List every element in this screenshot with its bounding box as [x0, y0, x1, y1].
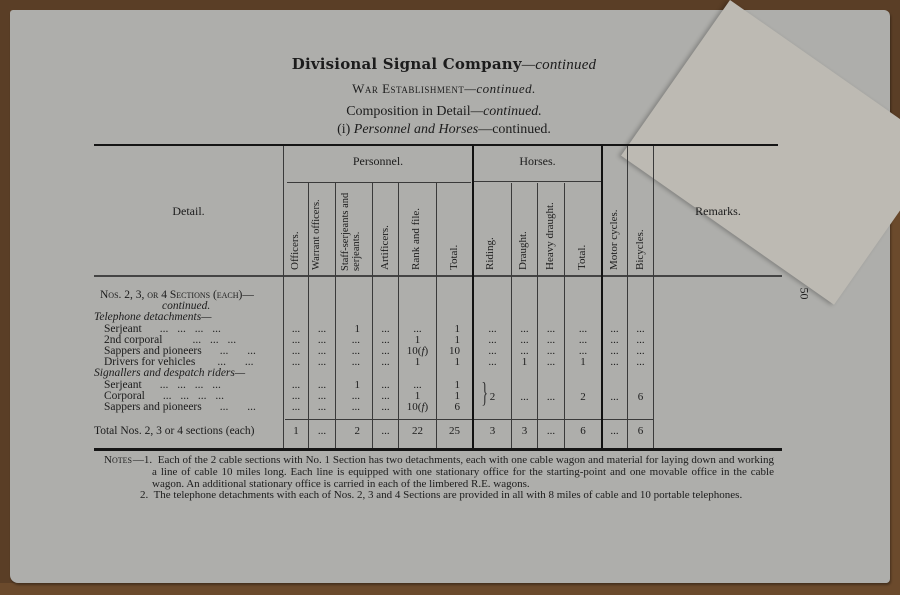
header-rank-and-file: Rank and file. — [410, 207, 422, 270]
header-remarks: Remarks. — [695, 204, 741, 218]
table-cell: ... — [520, 334, 529, 346]
notes-section — [104, 455, 774, 502]
header-bicycles: Bicycles. — [634, 229, 646, 270]
table-cell: 2 — [580, 391, 586, 403]
row-label-text: Serjeant — [104, 379, 142, 391]
table-cell: ... — [546, 356, 556, 368]
dot-leader: ... ... ... ... — [159, 379, 221, 391]
table-cell: ... — [610, 425, 619, 437]
table-cell: 1 — [521, 356, 528, 368]
table-cell: 25 — [449, 425, 460, 437]
subtitle-3-suffix: —continued. — [478, 122, 551, 137]
dot-leader: ... ... — [219, 345, 256, 357]
table-cell: ... — [610, 391, 619, 403]
table-cell: 3 — [489, 425, 496, 437]
table-cell: ... — [546, 345, 556, 357]
row-label — [104, 402, 256, 413]
table-cell: ... — [317, 379, 327, 391]
table-cell: ... — [610, 323, 619, 335]
header-horses: Horses. — [519, 154, 556, 168]
table-cell: 6 — [454, 401, 460, 413]
title-suffix: —continued — [521, 57, 597, 73]
table-cell: 6 — [637, 391, 644, 403]
table-cell: 1 — [354, 323, 360, 335]
subtitle-3-prefix: (i) — [337, 122, 354, 137]
col-divider — [653, 146, 654, 448]
header-personnel: Personnel. — [352, 154, 404, 168]
table-cell: 6 — [580, 425, 586, 437]
table-cell: ... — [317, 334, 327, 346]
table-top-rule — [94, 144, 778, 146]
curled-page-corner — [621, 0, 900, 305]
table-cell: ... — [520, 391, 529, 403]
table-cell: 1 — [293, 425, 299, 437]
table-cell: 3 — [521, 425, 528, 437]
notes-lead: Notes — [104, 454, 132, 466]
table-cell: ... — [520, 345, 529, 357]
table-cell: 1 — [580, 356, 586, 368]
group-signallers-despatch-riders: Signallers and despatch riders— — [94, 367, 246, 379]
col-divider — [537, 183, 538, 448]
table-cell: ... — [636, 345, 645, 357]
note-text: The telephone detachments with each of Nos. 2, 3 and 4 Sections are provided in all with 8 miles of cable and 10 portable telephones. — [153, 489, 743, 502]
table-surface — [0, 583, 900, 595]
note-text: Each of the 2 cable sections with No. 1 Section has two detachments, each with one cable wagon and material for laying down and working a line of cable 10 miles long. Each line is equipped with one stationary office for the starting-point and one movable office in the cable wagon. An additional stationary office is carried in each of the limbered R.E. wagons. — [152, 454, 774, 490]
note-number: —1. — [132, 454, 153, 466]
header-draught: Draught. — [517, 231, 529, 270]
personnel-group-rule — [287, 182, 471, 183]
table-cell: ... — [578, 334, 588, 346]
table-cell: ... — [636, 334, 645, 346]
table-cell: ... — [351, 401, 360, 413]
table-cell: ... — [546, 334, 556, 346]
table-cell: ... — [351, 345, 360, 357]
table-cell: ... — [351, 390, 360, 402]
table-cell: 2 — [489, 391, 496, 403]
table-cell: ... — [381, 323, 390, 335]
table-cell: ... — [578, 345, 588, 357]
table-cell: ... — [291, 390, 301, 402]
dot-leader: ... ... ... — [192, 334, 237, 346]
title-text: Divisional Signal Company — [291, 55, 522, 73]
table-cell: ... — [381, 401, 390, 413]
dot-leader: ... ... ... ... — [162, 390, 225, 402]
table-cell: ... — [546, 425, 556, 437]
subtitle-3-italic: Personnel and Horses — [353, 122, 479, 137]
table-cell: 1 — [454, 390, 460, 402]
row-label-text: Drivers for vehicles — [104, 356, 196, 368]
row-label-text: 2nd corporal — [104, 334, 163, 346]
table-cell: ... — [317, 345, 327, 357]
table-cell: ... — [488, 356, 497, 368]
table-cell: ... — [610, 356, 619, 368]
col-divider — [511, 183, 512, 448]
total-row-label: Total Nos. 2, 3 or 4 sections (each) — [94, 425, 255, 437]
table-cell: ... — [291, 401, 301, 413]
table-cell: ... — [610, 345, 619, 357]
table-cell: 10(f) — [406, 345, 429, 357]
header-heavy-draught: Heavy draught. — [544, 202, 556, 270]
table-cell: ... — [381, 345, 390, 357]
table-cell: ... — [413, 379, 422, 391]
horses-group-rule — [474, 181, 601, 182]
header-riding: Riding. — [484, 237, 496, 270]
table-cell: ... — [546, 323, 556, 335]
table-cell: ... — [520, 323, 529, 335]
table-cell: 1 — [454, 334, 460, 346]
table-cell: 1 — [454, 323, 460, 335]
header-warrant-officers-text: Warrant officers. — [311, 199, 322, 270]
group-telephone-detachments: Telephone detachments— — [94, 311, 212, 323]
header-officers: Officers. — [289, 231, 301, 270]
note-1 — [104, 455, 774, 490]
table-cell: ... — [381, 425, 390, 437]
table-cell: 1 — [454, 356, 460, 368]
row-label-text: Corporal — [104, 390, 145, 402]
table-cell: ... — [488, 345, 497, 357]
table-cell: ... — [381, 379, 390, 391]
table-cell: ... — [546, 391, 556, 403]
table-cell: 22 — [412, 425, 423, 437]
table-cell: 1 — [454, 379, 460, 391]
subtitle-personnel-horses — [10, 122, 878, 138]
table-cell: 1 — [354, 379, 360, 391]
table-cell: ... — [381, 356, 390, 368]
dot-leader: ... ... — [219, 401, 256, 413]
header-personnel-total: Total. — [448, 244, 460, 270]
table-cell: 10(f) — [406, 401, 429, 413]
subtitle-2-suffix: —continued. — [470, 104, 542, 119]
subtitle-2-text: Composition in Detail — [346, 104, 471, 119]
header-motor-cycles: Motor cycles. — [608, 209, 620, 270]
table-cell: 1 — [414, 334, 421, 346]
total-separator — [285, 419, 653, 420]
table-cell: ... — [488, 334, 497, 346]
header-artificers: Artificers. — [379, 225, 391, 270]
header-bottom-rule — [94, 275, 782, 277]
table-cell: ... — [317, 425, 327, 437]
table-cell: 6 — [637, 425, 644, 437]
table-cell: ... — [610, 334, 619, 346]
dot-leader: ... ... ... ... — [159, 323, 221, 335]
table-cell: ... — [413, 323, 422, 335]
table-cell: 1 — [414, 390, 421, 402]
row-label-text: Sappers and pioneers — [104, 345, 202, 357]
table-cell: 2 — [354, 425, 360, 437]
table-bottom-rule — [94, 448, 782, 451]
header-warrant-officers — [311, 190, 333, 270]
header-staff-serjeants-text: Staff-serjeants and serjeants. — [340, 192, 362, 271]
row-label-text: Sappers and pioneers — [104, 401, 202, 413]
section-heading-continued: continued. — [162, 300, 211, 312]
page-title — [10, 55, 878, 74]
table-cell: ... — [317, 401, 327, 413]
table-cell: ... — [636, 356, 645, 368]
dot-leader: ... ... — [217, 356, 254, 368]
table-cell: 10 — [449, 345, 460, 357]
table-cell: ... — [381, 390, 390, 402]
table-cell: ... — [578, 323, 588, 335]
table-cell: ... — [317, 356, 327, 368]
subtitle-composition — [10, 104, 878, 120]
table-cell: ... — [317, 390, 327, 402]
subtitle-1-suffix: —continued. — [464, 81, 536, 96]
row-label-text: Serjeant — [104, 323, 142, 335]
header-horses-total: Total. — [576, 244, 588, 270]
table-cell: ... — [291, 379, 301, 391]
table-cell: ... — [291, 345, 301, 357]
note-2 — [104, 490, 774, 502]
header-detail: Detail. — [172, 204, 205, 218]
table-cell: ... — [488, 323, 497, 335]
table-cell: ... — [351, 334, 360, 346]
header-staff-serjeants — [340, 183, 368, 271]
bracket-symbol: } — [481, 378, 489, 409]
note-number: 2. — [140, 489, 149, 502]
col-divider — [564, 183, 565, 448]
table-cell: ... — [381, 334, 390, 346]
table-cell: ... — [317, 323, 327, 335]
page-number: 50 — [797, 287, 812, 300]
table-cell: ... — [291, 323, 301, 335]
table-cell: ... — [636, 323, 645, 335]
table-cell: ... — [351, 356, 360, 368]
table-cell: ... — [291, 356, 301, 368]
table-cell: ... — [291, 334, 301, 346]
subtitle-1-text: War Establishment — [352, 81, 465, 96]
subtitle-war-establishment — [10, 81, 878, 97]
table-cell: 1 — [414, 356, 421, 368]
section-heading-text: Nos. 2, 3, or 4 Sections (each)— — [100, 289, 254, 301]
